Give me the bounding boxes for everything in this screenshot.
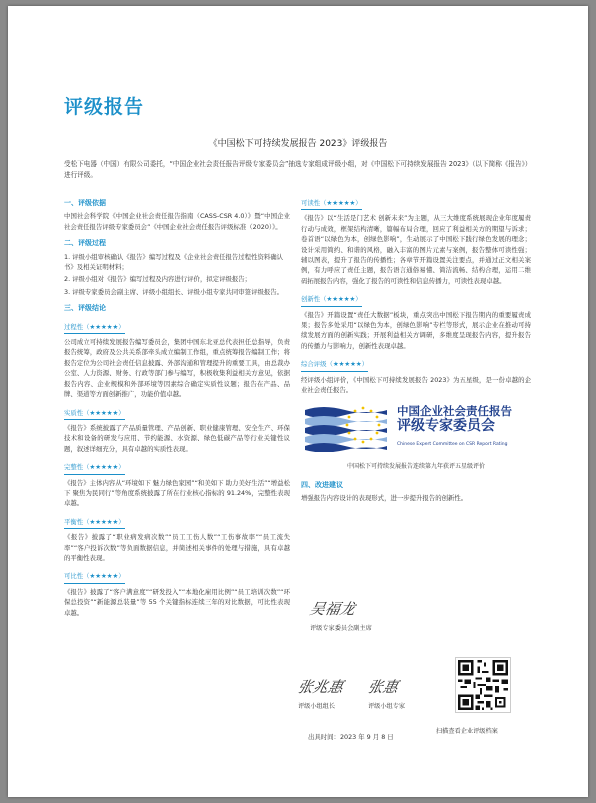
- leader-signature: 张兆惠: [295, 678, 345, 696]
- complete-rating-text: 《报告》主体内容从“环境如下 魅力绿色家园”“和美如下 助力美好生活”“增益松下 聚焦为民同行”等角度系统披露了所在行业核心指标的 91.24%，完整性表现卓越。: [64, 478, 290, 508]
- wave-flag-logo-icon: [301, 402, 391, 452]
- overall-rating-text: 经评级小组评价，《中国松下可持续发展报告 2023》为五星级，是一份卓越的企业社会责任报告。: [301, 375, 531, 395]
- conclusion-title: 三、评级结论: [64, 304, 106, 313]
- qr-caption: 扫描查看企业评级档案: [436, 728, 498, 735]
- improve-text: 增强报告内容设计的表现形式，进一步提升报告的创新性。: [301, 494, 468, 503]
- innovation-rating-badge: 创新性（★★★★★）: [301, 294, 362, 306]
- qr-code-icon[interactable]: [455, 657, 511, 713]
- process-rating-text: 公司成立可持续发展报告编写委员会，集团中国东北亚总代表担任总指导，负责报告统筹，政府及公共关系部牵头成立编制工作组，重点统筹报告编制工作；将报告定位为公司社会责任信息披露、外部沟通和管理提升的重要工具，由总裁办公室、人力资源、财务、行政等部门参与编写，积极收集利益相关方意见，依据报告内容、企业规模和外部环境等因素综合确定实质性议题；报告在产品、品牌、渠道等方面创新推广，功能价值卓越。: [64, 338, 290, 399]
- balance-rating-text: 《报告》披露了“职业病发病次数”“员工工伤人数”“工伤事故率”“员工流失率”“客户投诉次数”等负面数据信息，并简述相关事件的处理与措施，具有卓越的平衡性表现。: [64, 533, 290, 562]
- committee-logo: [301, 402, 531, 460]
- logo-cn-line1: 中国企业社会责任报告: [397, 403, 512, 418]
- logo-en-line: Chinese Expert Committee on CSR Report Rating: [397, 441, 508, 447]
- balance-rating-badge: 平衡性（★★★★★）: [64, 517, 125, 529]
- readability-rating-badge: 可读性（★★★★★）: [301, 198, 362, 210]
- material-rating-text: 《报告》系统披露了产品质量管理、产品创新、职业健康管理、安全生产、环保技术和设备的研发与应用、节约能源、水资源、绿色低碳产品等行业关键性议题，叙述详细充分，具有卓越的实质性表现。: [64, 423, 290, 453]
- compare-rating-text: 《报告》披露了“客户满意度”“研发投入”“本地化雇用比例”“员工培训次数”“环保总投资”“新能源总装量”等 55 个关键指标连续三年的对比数据，可比性表现卓越。: [64, 587, 290, 617]
- issue-date: 出具时间：2023 年 9 月 8 日: [308, 733, 394, 741]
- process-rating-badge: 过程性（★★★★★）: [64, 322, 125, 334]
- vice-chair-signature: 吴福龙: [307, 600, 357, 618]
- process-title: 二、评级过程: [64, 239, 106, 248]
- expert-signature: 张惠: [365, 678, 400, 696]
- document-title: 《中国松下可持续发展报告 2023》评级报告: [208, 139, 388, 149]
- process-item: 3. 评级专家委员会副主席、评级小组组长、评级小组专家共同审签评级报告。: [64, 287, 284, 296]
- vice-chair-signature-block: [307, 598, 372, 632]
- complete-rating-badge: 完整性（★★★★★）: [64, 462, 125, 474]
- improve-title: 四、改进建议: [301, 480, 343, 489]
- expert-signature-block: [365, 676, 406, 710]
- basis-title: 一、评级依据: [64, 199, 106, 207]
- report-page: [8, 6, 588, 797]
- expert-label: 评级小组专家: [368, 703, 406, 710]
- process-item: 1. 评级小组审核确认《报告》编写过程及《企业社会责任报告过程性资料确认书》及相关证明材料；: [64, 252, 284, 272]
- intro-paragraph: 受松下电器（中国）有限公司委托，“中国企业社会责任报告评级专家委员会”抽选专家组成评级小组，对《中国松下可持续发展报告 2023》（以下简称《报告》）进行评级。: [64, 160, 529, 179]
- readability-rating-text: 《报告》以“生活是门艺术 创新未来”为主题，从三大维度系统展现企业年度履责行动与成效，框架结构清晰，篇幅布局合理，回应了利益相关方的期望与诉求；卷首语“以绿色为本，创绿色影响”，生动展示了中国松下践行绿色发展的理念；设计采用简约、和谐的风格，融入丰富的图片元素与案例，报告整体可读性强；辅以图表，提升了报告的传播性；各章节开篇设置关注要点，并通过正文相关案例，有力呼应了责任主题，报告语言通俗易懂、简洁流畅、结构合理，运用二维码拓展报告内容，强化了报告的可读性和信息传播力，可读性表现卓越。: [301, 214, 531, 285]
- process-item: 2. 评级小组对《报告》编写过程及内容进行评价，拟定评级报告；: [64, 275, 252, 284]
- innovation-rating-text: 《报告》开篇设置“责任大数据”板块，重点突出中国松下报告期内的重要履责成果；报告多处采用“以绿色为本，创绿色影响”专栏等形式，展示企业在推动可持续发展方面的创新实践；开展利益相关方调研，多维度呈现报告内容，提升报告的传播力与影响力，创新性表现卓越。: [301, 310, 531, 350]
- page-heading: 评级报告: [64, 96, 145, 118]
- vice-chair-label: 评级专家委员会副主席: [310, 625, 372, 632]
- leader-label: 评级小组组长: [298, 703, 336, 710]
- right-column: [301, 198, 531, 507]
- logo-caption: 中国松下可持续发展报告连续第九年获评五星级评价: [346, 462, 485, 470]
- logo-cn-line2: 评级专家委员会: [397, 417, 495, 434]
- basis-text: 中国社会科学院《中国企业社会责任报告指南（CASS-CSR 4.0）》暨“中国企业社会责任报告评级专家委员会”《中国企业社会责任报告评级标准（2020）》。: [64, 212, 290, 231]
- left-column: [64, 198, 290, 621]
- process-list: [64, 252, 290, 298]
- leader-signature-block: [295, 676, 345, 710]
- overall-rating-badge: 综合评级（★★★★★）: [301, 359, 368, 371]
- material-rating-badge: 实质性（★★★★★）: [64, 408, 125, 420]
- compare-rating-badge: 可比性（★★★★★）: [64, 571, 125, 583]
